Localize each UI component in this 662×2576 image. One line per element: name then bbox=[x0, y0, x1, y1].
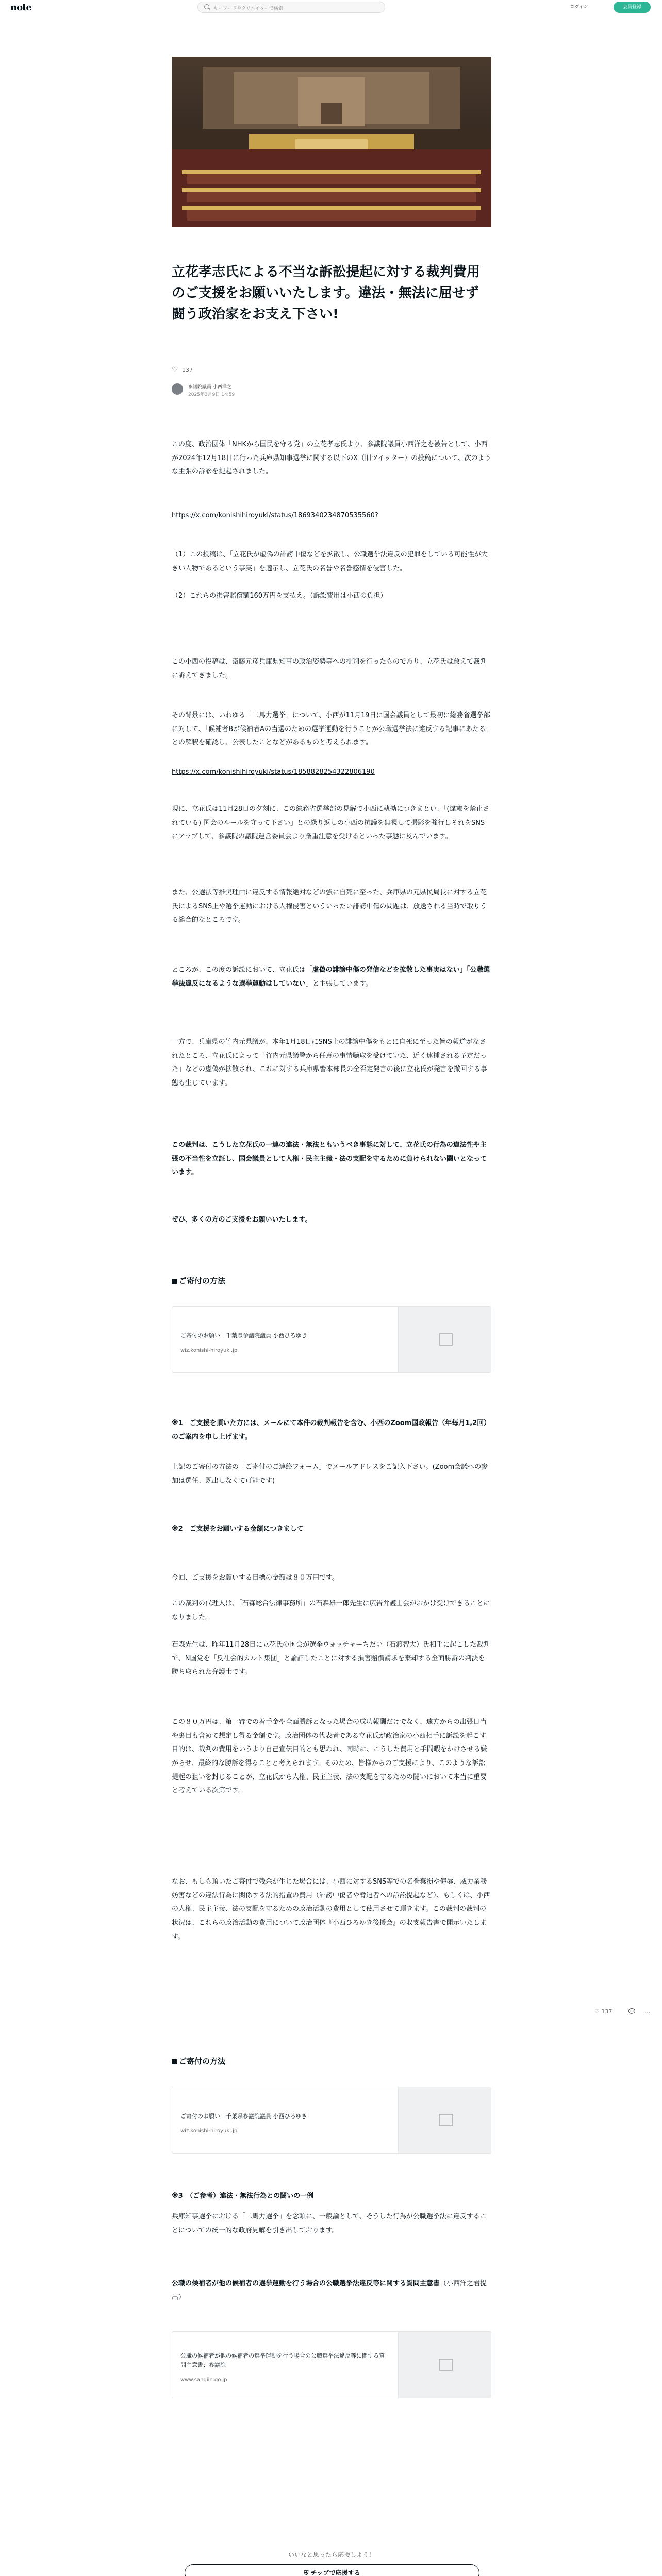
paragraph-harassment: 現に、立花氏は11月28日の夕刻に、この総務省選挙部の見解で小西に執拗につきまとい、「(違憲を禁止されている) 国会のルールを守って下さい」との繰り返しの小西の抗議を無視して撮影を強行しそれをSNSにアップして、参議院の議院運営委員会より厳重注意を受けるといった事態に及んでいます。 bbox=[172, 805, 490, 841]
paragraph-surplus: なお、もしも頂いたご寄付で残余が生じた場合には、小西に対するSNS等での名誉棄損や侮辱、威力業務妨害などの違法行為に関係する法的措置の費用（誹謗中傷者や脅迫者への訴訟提起など）、もしくは、小西の人権、民主主義、法の支配を守るための政治活動の費用として使用させて頂きます。この裁判の裁判の状況は、これらの政治活動の費用について政治団体『小西ひろゆき後援会』の収支報告書で開示いたします。 bbox=[172, 1878, 490, 1941]
paragraph-human-rights: また、公選法等推奨理由に違反する情報絶対などの強に自死に至った、兵庫県の元県民局長に対する立花氏によるSNS上や選挙運動における人権侵害といういったい誹謗中傷の問題は、放送される当時で取りうる総合的なところです。 bbox=[172, 889, 487, 924]
paragraph-stakes: この裁判は、こうした立花氏の一連の違法・無法ともいうべき事態に対して、立花氏の行為の違法性や主張の不当性を立証し、国会議員として人権・民主主義・法の支配を守るために負けられない闘いとなっています。 bbox=[172, 1141, 487, 1177]
paragraph-two-horsepower: その背景には、いわゆる「二馬力選挙」について、小西が11月19日に国会議員として最初に総務省選挙部に対して、「候補者Bが候補者Aの当選のための選挙運動を行うことが公職選挙法に違反する記事にあたる」との解釈を確認し、公表したことなどがあるものと考えられます。 bbox=[172, 711, 490, 747]
tip-icon: ⛨ bbox=[304, 2569, 311, 2576]
square-bullet-icon bbox=[172, 2059, 177, 2064]
heading-donate: ご寄付の方法 bbox=[172, 1275, 491, 1286]
article-like-count[interactable]: ♡137 bbox=[172, 367, 491, 374]
x-post-link-1[interactable]: https://x.com/konishihiroyuki/status/1869340234870535560? bbox=[172, 512, 378, 519]
note-1: ※1 ご支援を頂いた方には、メールにて本件の裁判報告を含む、小西のZoom国政報告（年毎月1,2回）のご案内を申し上げます。 bbox=[172, 1419, 491, 1441]
paragraph-background: この小西の投稿は、斎藤元彦兵庫県知事の政治姿勢等への批判を行ったものであり、立花氏は敢えて裁判に訴えてきました。 bbox=[172, 658, 487, 680]
note-3: ※3 （ご参考）違法・無法行為との闘いの一例 bbox=[172, 2192, 314, 2200]
x-post-link-2[interactable]: https://x.com/konishihiroyuki/status/1858828254322806190 bbox=[172, 768, 375, 776]
claim-2: （2）これらの損害賠償額160万円を支払え。（訴訟費用は小西の負担） bbox=[172, 592, 387, 600]
square-bullet-icon bbox=[172, 1279, 177, 1284]
tip-prompt: いいなと思ったら応援しよう！ bbox=[288, 2551, 375, 2558]
paragraph-reference: 兵庫知事選挙における「二馬力選挙」を念頭に、一般論として、そうした行為が公職選挙法に違反することについての統一的な政府見解を引き出しております。 bbox=[172, 2213, 487, 2234]
donate-link-card-2[interactable]: ご寄付のお願い｜千葉県参議院議員 小西ひろゆき wiz.konishi-hiroyuki.jp bbox=[172, 2087, 491, 2154]
paragraph-intro: この度、政治団体「NHKから国民を守る党」の立花孝志氏より、参議院議員小西洋之を被告として、小西が2024年12月18日に行った兵庫県知事選挙に関する以下のX（旧ツイッター）の投稿について、次のような主張の訴訟を提起されました。 bbox=[172, 440, 491, 476]
search-placeholder: キーワードやクリエイターで検索 bbox=[213, 6, 283, 11]
image-placeholder-icon bbox=[398, 2087, 491, 2153]
note-1-detail: 上記のご寄付の方法の「ご寄付のご連絡フォーム」でメールアドレスをご記入下さい。(Zoom会議への参加は選任、既出しなくて可能です) bbox=[172, 1463, 488, 1485]
side-actions bbox=[594, 2008, 657, 2015]
heart-icon bbox=[172, 368, 178, 374]
claim-1: （1）この投稿は、「立花氏が虚偽の誹謗中傷などを拡散し、公職選挙法違反の犯罪をしている可能性が大きい人物であるという事実」を適示し、立花氏の名誉や名誉感情を侵害した。 bbox=[172, 551, 488, 572]
paragraph-claims: ところが、この度の訴訟において、立花氏は「虚偽の誹謗中傷の発信などを拡散した事実はない」「公職選挙法違反になるような選挙運動はしていない」と主張しています。 bbox=[172, 966, 490, 988]
image-placeholder-icon bbox=[398, 2332, 491, 2398]
article-title: 立花孝志氏による不当な訴訟提起に対する裁判費用のご支援をお願いいたします。違法・無法に屈せず闘う政治家をお支え下さい! bbox=[172, 264, 481, 323]
login-button[interactable]: ログイン bbox=[570, 5, 588, 10]
side-like-button[interactable]: ♡ 137 bbox=[594, 2008, 613, 2015]
author-info[interactable] bbox=[172, 382, 491, 400]
paragraph-budget: この８０万円は、第一審での着手金や全面勝訴となった場合の成功報酬だけでなく、遠方からの出張日当や裏目も含めて想定し得る金額です。政治団体の代表者である立花氏が政治家の小西相手に訴訟を起こす目的は、裁判の費用をいうより自己宣伝目的とも思われ、同時に、こうした費用と手間暇をかけさせる嫌がらせ、最終的な勝訴を得ることと考えられます。そのため、皆様からのご支援により、このような訴訟提起の狙いを封じることが、立花氏から人権、民主主義、法の支配を守るための闘いにおいて本当に重要と考えている次第です。 bbox=[172, 1718, 487, 1795]
more-icon[interactable]: … bbox=[644, 2008, 651, 2015]
author-avatar[interactable] bbox=[172, 383, 183, 395]
comment-icon[interactable]: 💬 bbox=[628, 2008, 636, 2015]
paragraph-kencho: 一方で、兵庫県の竹内元県議が、本年1月18日にSNS上の誹謗中傷をもとに自死に至った旨の報道がなされたところ、立花氏によって「竹内元県議警から任意の事情聴取を受けていた、近く逮捕される予定だった」などの虚偽が拡散され、これに対する兵庫県警本部長の全否定発言の後に立花氏が発言を撤回する事態も生じています。 bbox=[172, 1038, 487, 1087]
site-header bbox=[0, 0, 662, 15]
register-button[interactable]: 会員登録 bbox=[614, 2, 651, 13]
sangiin-link-card[interactable]: 公職の候補者が他の候補者の選挙運動を行う場合の公職選挙法違反等に関する質問主意書：参議院 www.sangiin.go.jp bbox=[172, 2331, 491, 2398]
search-icon bbox=[204, 4, 209, 9]
paragraph-lawyer-record: 石森先生は、昨年11月28日に立花氏の国会が選挙ウォッチャーちだい（石渡智大）氏相手に起こした裁判で、N国党を「反社会的カルト集団」と論評したことに対する損害賠償請求を棄却する全面勝訴の判決を勝ち取られた弁護士です。 bbox=[172, 1641, 490, 1676]
note-logo[interactable]: note bbox=[10, 2, 31, 13]
author-name[interactable]: 参議院議員 小西洋之 bbox=[188, 385, 231, 390]
image-placeholder-icon bbox=[398, 1307, 491, 1372]
hero-image bbox=[172, 57, 491, 227]
donate-link-card-1[interactable]: ご寄付のお願い｜千葉県参議院議員 小西ひろゆき wiz.konishi-hiroyuki.jp bbox=[172, 1306, 491, 1373]
note-2: ※2 ご支援をお願いする金額につきまして bbox=[172, 1525, 304, 1533]
article-date: 2025年3月9日 14:59 bbox=[188, 392, 235, 397]
reference-title[interactable]: 公職の候補者が他の候補者の選挙運動を行う場合の公職選挙法違反等に関する質問主意書（小西洋之君提出） bbox=[172, 2280, 487, 2301]
search-input[interactable] bbox=[197, 2, 385, 13]
heading-donate-2: ご寄付の方法 bbox=[172, 2056, 491, 2066]
paragraph-lawyer: この裁判の代理人は、「石森総合法律事務所」の石森雄一郎先生に広告弁護士会がおかけ受けできることになりました。 bbox=[172, 1600, 490, 1621]
paragraph-request: ぜひ、多くの方のご支援をお願いいたします。 bbox=[172, 1216, 312, 1224]
paragraph-target: 今回、ご支援をお願いする目標の金額は８０万円です。 bbox=[172, 1574, 339, 1582]
tip-button[interactable]: ⛨ チップで応援する bbox=[185, 2564, 479, 2576]
